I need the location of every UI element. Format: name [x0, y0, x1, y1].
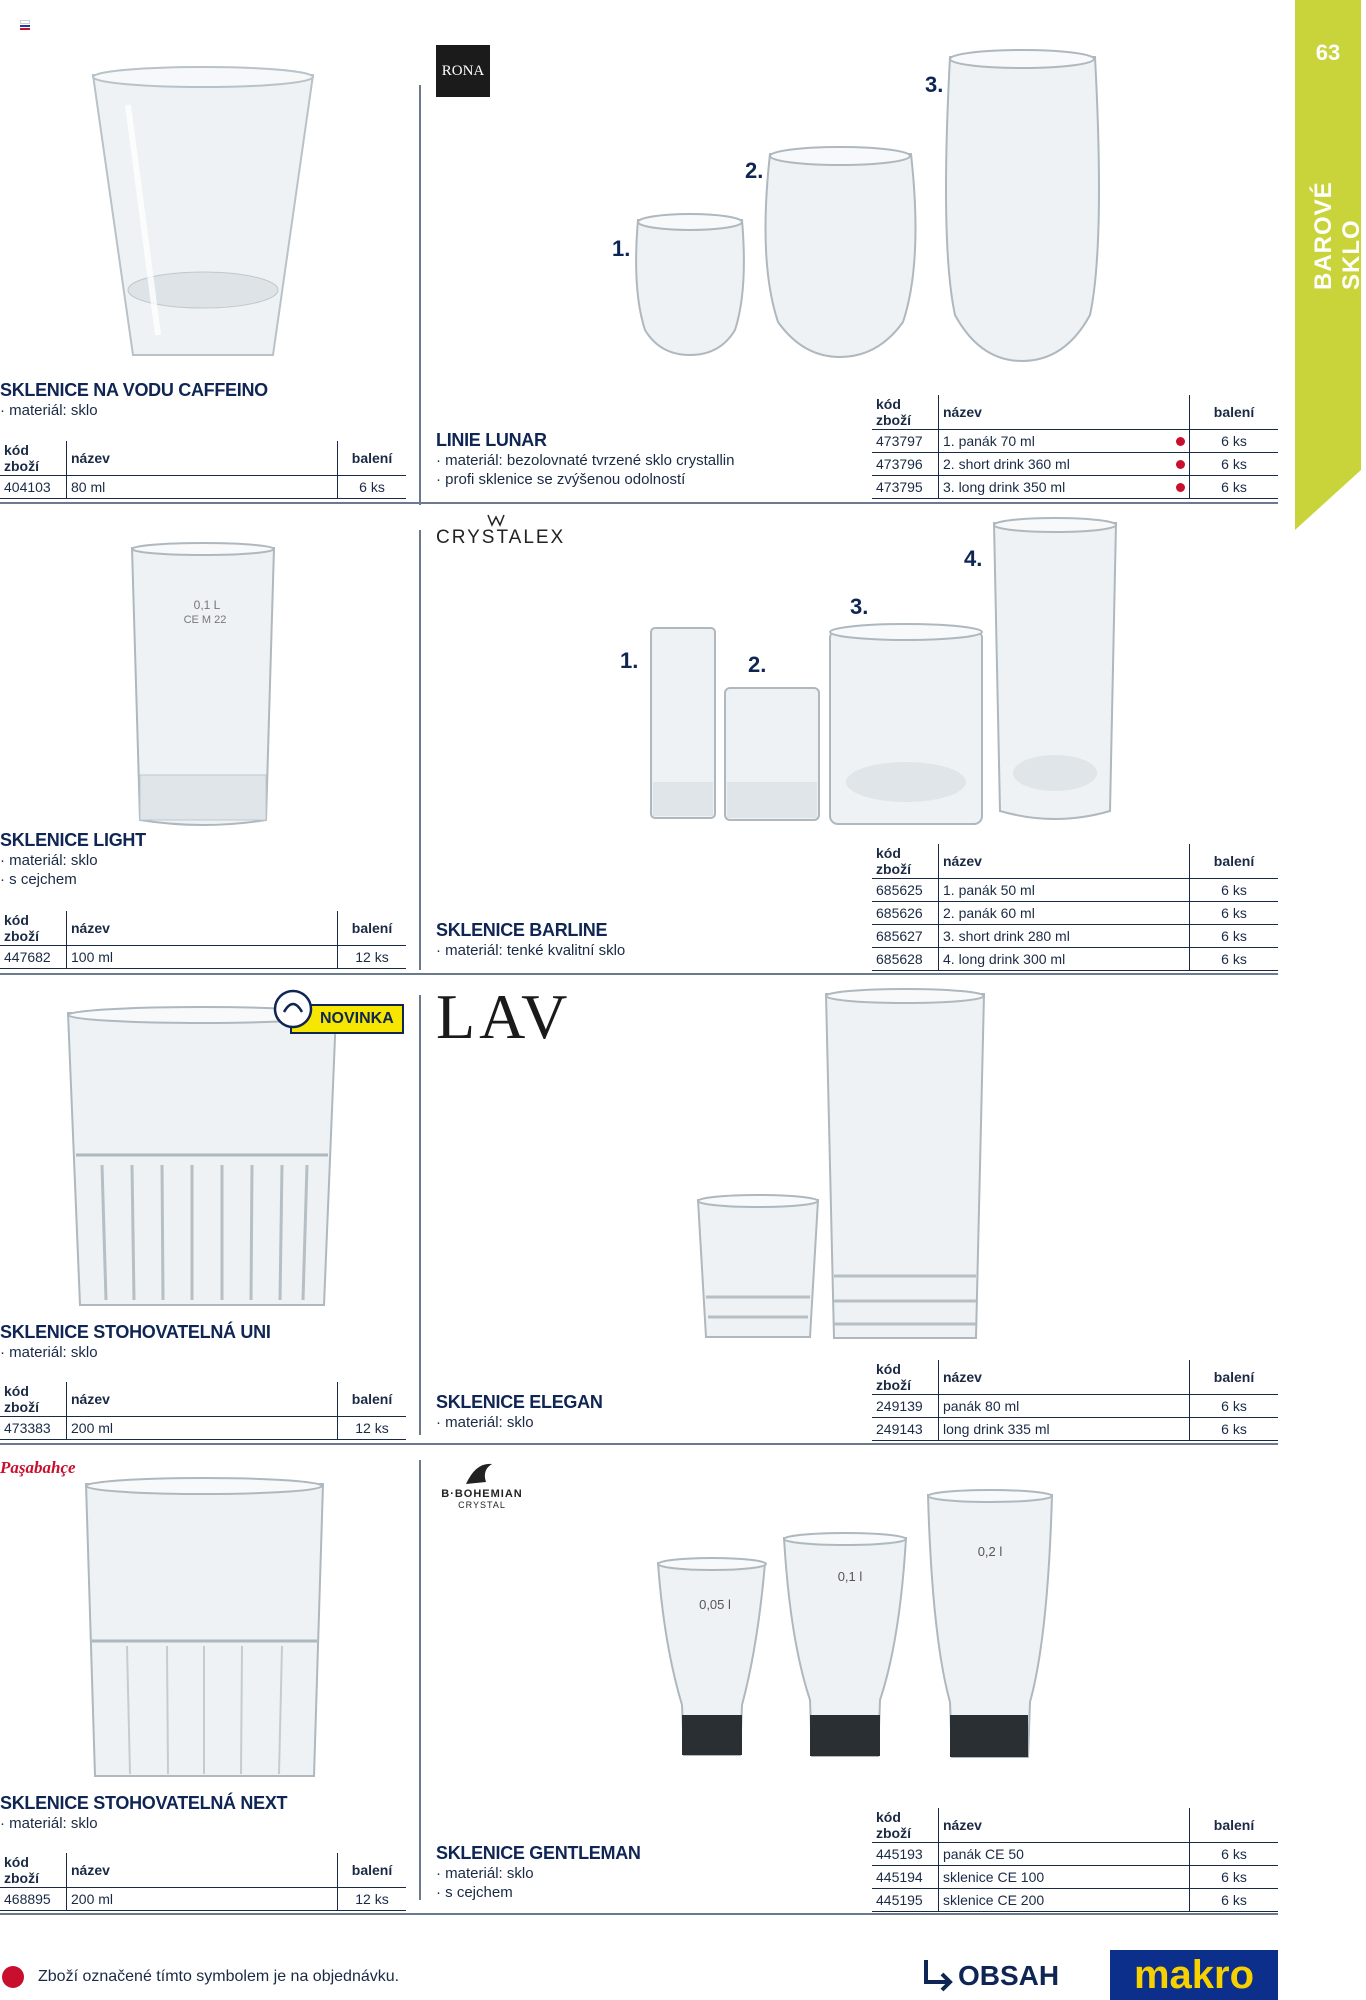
table-row: 445194 sklenice CE 100 6 ks — [872, 1866, 1278, 1889]
table-row: 473796 2. short drink 360 ml 6 ks — [872, 453, 1278, 476]
item-label: 4. — [964, 546, 983, 571]
col-code: kód zboží — [0, 1382, 67, 1417]
col-name: název — [939, 395, 1190, 430]
glass-mark: 0,05 l — [699, 1597, 731, 1612]
page-number: 63 — [1315, 40, 1341, 65]
gentleman-200-image — [924, 1487, 1056, 1767]
attribute: · materiál: sklo — [0, 1343, 98, 1362]
product-attributes — [436, 451, 734, 489]
attribute: · s cejchem — [0, 870, 98, 889]
product-title: SKLENICE LIGHT — [0, 830, 146, 850]
col-code: kód zboží — [872, 844, 939, 879]
col-code: kód zboží — [872, 1360, 939, 1395]
attribute: · materiál: sklo — [436, 1413, 534, 1432]
table-row: 685627 3. short drink 280 ml 6 ks — [872, 925, 1278, 948]
novinka-badge: NOVINKA — [290, 1004, 404, 1034]
col-pack: balení — [338, 1853, 407, 1888]
col-pack: balení — [1190, 395, 1279, 430]
col-pack: balení — [338, 441, 407, 476]
col-pack: balení — [1190, 1808, 1279, 1843]
attribute: · materiál: tenké kvalitní sklo — [436, 941, 625, 960]
lunar-short-drink-image — [758, 142, 923, 362]
glass-mark: 0,2 l — [977, 1544, 1003, 1559]
item-label: 3. — [925, 72, 944, 97]
product-table — [872, 1360, 1278, 1441]
gentleman-100-image — [780, 1530, 910, 1766]
col-name: název — [67, 1853, 338, 1888]
product-attributes — [0, 401, 98, 420]
col-pack: balení — [338, 911, 407, 946]
makro-logo: makro — [1110, 1950, 1278, 2000]
order-only-icon — [2, 1966, 24, 1988]
glass-mark: 0,1 L — [193, 598, 221, 612]
col-name: název — [939, 1808, 1190, 1843]
item-label: 1. — [620, 648, 639, 673]
table-row: 404103 80 ml 6 ks — [0, 476, 406, 499]
table-row: 473797 1. panák 70 ml 6 ks — [872, 430, 1278, 453]
col-code: kód zboží — [872, 395, 939, 430]
crystalex-logo: CRYSTALEX — [436, 513, 556, 549]
product-table — [872, 1808, 1278, 1912]
product-table — [872, 395, 1278, 499]
new-product-icon — [272, 988, 314, 1030]
item-label: 2. — [748, 652, 767, 677]
table-row: 473795 3. long drink 350 ml 6 ks — [872, 476, 1278, 499]
attribute: · materiál: sklo — [0, 851, 98, 870]
table-row: 685625 1. panák 50 ml 6 ks — [872, 879, 1278, 902]
glass-mark: 0,1 l — [837, 1569, 863, 1584]
elegan-long-drink-image — [820, 986, 990, 1348]
attribute: · profi sklenice se zvýšenou odolností — [436, 470, 734, 489]
item-label: 2. — [745, 158, 764, 183]
contents-label: OBSAH — [958, 1960, 1060, 1991]
product-attributes — [436, 941, 625, 960]
pasabahce-logo: Paşabahçe — [0, 1458, 76, 1477]
crystalex-crown-icon — [436, 513, 556, 527]
divider — [419, 1460, 421, 1900]
divider — [419, 85, 421, 505]
table-row: 445193 panák CE 50 6 ks — [872, 1843, 1278, 1866]
barline-long-drink-image — [990, 515, 1120, 827]
attribute: · materiál: sklo — [436, 1864, 534, 1883]
light-glass-image — [128, 540, 278, 830]
section-title: BAROVÉ SKLO — [1310, 181, 1365, 290]
language-flag-icon — [20, 20, 30, 27]
item-label: 1. — [612, 236, 631, 261]
table-row: 249143 long drink 335 ml 6 ks — [872, 1418, 1278, 1441]
order-only-icon — [1176, 483, 1185, 492]
product-title: SKLENICE STOHOVATELNÁ NEXT — [0, 1793, 288, 1813]
col-pack: balení — [338, 1382, 407, 1417]
lav-logo: LAV — [436, 981, 572, 1052]
barline-shot-50-image — [648, 622, 718, 822]
table-row: 468895 200 ml 12 ks — [0, 1888, 406, 1911]
item-label: 3. — [850, 594, 869, 619]
product-title: SKLENICE GENTLEMAN — [436, 1843, 641, 1863]
divider — [0, 502, 1278, 504]
bohemian-logo: B·BOHEMIAN CRYSTAL — [436, 1458, 528, 1510]
divider — [0, 1913, 1278, 1915]
divider — [0, 1443, 1278, 1445]
col-name: název — [939, 844, 1190, 879]
product-attributes — [0, 851, 98, 889]
next-glass-image — [82, 1476, 327, 1786]
table-row: 685626 2. panák 60 ml 6 ks — [872, 902, 1278, 925]
product-table — [0, 1382, 406, 1440]
table-row: 447682 100 ml 12 ks — [0, 946, 406, 969]
col-pack: balení — [1190, 1360, 1279, 1395]
glass-mark: CE M 22 — [183, 614, 227, 626]
bohemian-swan-icon — [436, 1458, 528, 1488]
attribute: · materiál: sklo — [0, 1814, 98, 1833]
product-attributes — [0, 1343, 98, 1362]
col-code: kód zboží — [0, 441, 67, 476]
product-title: SKLENICE NA VODU CAFFEINO — [0, 380, 268, 400]
product-title: SKLENICE ELEGAN — [436, 1392, 603, 1412]
attribute: · s cejchem — [436, 1883, 534, 1902]
lunar-long-drink-image — [940, 45, 1105, 363]
product-attributes — [436, 1413, 534, 1432]
col-code: kód zboží — [0, 911, 67, 946]
contents-link[interactable] — [920, 1956, 1059, 1996]
rona-logo: RONA — [436, 45, 490, 97]
product-attributes — [436, 1864, 534, 1902]
col-name: název — [67, 911, 338, 946]
barline-shot-60-image — [722, 682, 822, 824]
product-table — [0, 911, 406, 969]
divider — [419, 530, 421, 970]
barline-short-drink-image — [826, 622, 986, 827]
col-code: kód zboží — [0, 1853, 67, 1888]
elegan-shot-glass-image — [694, 1192, 822, 1347]
table-row: 473383 200 ml 12 ks — [0, 1417, 406, 1440]
product-title: SKLENICE BARLINE — [436, 920, 608, 940]
footer-note: Zboží označené tímto symbolem je na objednávku. — [38, 1968, 400, 1985]
col-code: kód zboží — [872, 1808, 939, 1843]
table-row: 685628 4. long drink 300 ml 6 ks — [872, 948, 1278, 971]
product-table — [0, 441, 406, 499]
product-table — [872, 844, 1278, 971]
caffeino-glass-image — [88, 65, 318, 365]
divider — [0, 973, 1278, 975]
col-name: název — [67, 1382, 338, 1417]
lunar-shot-glass-image — [630, 210, 750, 360]
gentleman-50-image — [654, 1555, 769, 1765]
uni-glass-image — [62, 1005, 342, 1315]
attribute: · materiál: bezolovnaté tvrzené sklo crystallin — [436, 451, 734, 470]
contents-arrow-icon — [920, 1956, 958, 1996]
order-only-icon — [1176, 437, 1185, 446]
product-title: SKLENICE STOHOVATELNÁ UNI — [0, 1322, 271, 1342]
table-row: 249139 panák 80 ml 6 ks — [872, 1395, 1278, 1418]
col-pack: balení — [1190, 844, 1279, 879]
product-attributes — [0, 1814, 98, 1833]
product-title: LINIE LUNAR — [436, 430, 547, 450]
col-name: název — [939, 1360, 1190, 1395]
attribute: · materiál: sklo — [0, 401, 98, 420]
product-table — [0, 1853, 406, 1911]
order-only-icon — [1176, 460, 1185, 469]
divider — [419, 995, 421, 1435]
table-row: 445195 sklenice CE 200 6 ks — [872, 1889, 1278, 1912]
col-name: název — [67, 441, 338, 476]
